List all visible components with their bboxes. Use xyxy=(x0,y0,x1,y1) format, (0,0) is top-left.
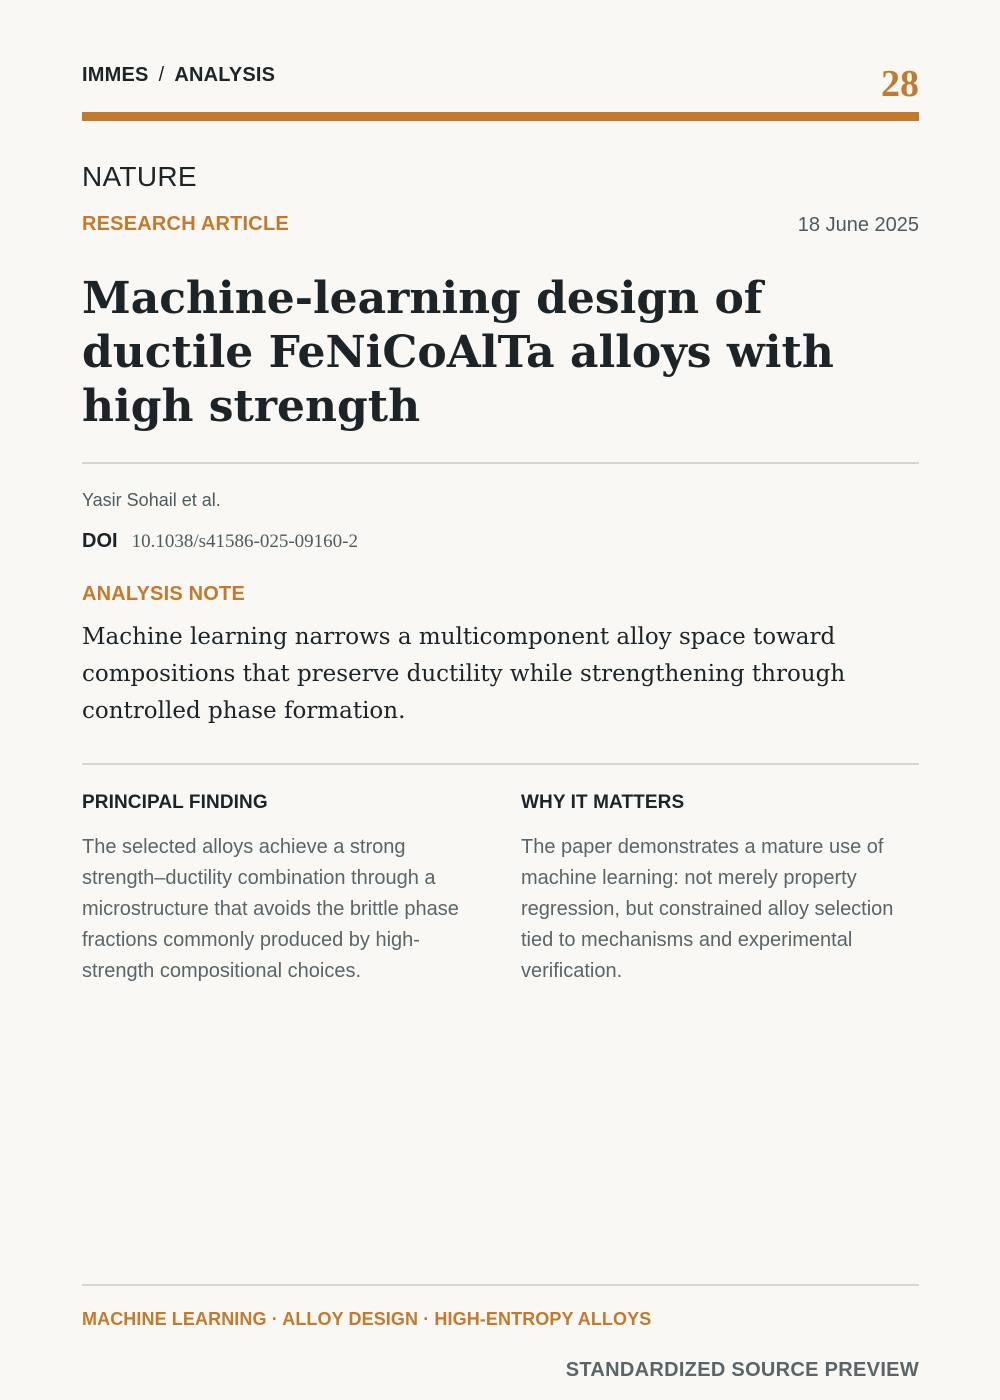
article-type: RESEARCH ARTICLE xyxy=(82,213,289,235)
doi-row xyxy=(82,530,358,553)
doi-label: DOI xyxy=(82,530,118,552)
article-title: Machine-learning design of ductile FeNiCoAlTa alloys with high strength xyxy=(82,273,834,432)
divider xyxy=(82,763,919,765)
breadcrumb-separator: / xyxy=(158,64,165,86)
document-page xyxy=(82,0,919,1400)
publication-date: 18 June 2025 xyxy=(797,214,919,236)
principal-finding-text: The selected alloys achieve a strong strength–ductility combination through a microstructure that avoids the brittle phase fractions commonly produced by high-strength compositional choices. xyxy=(82,836,459,982)
topic-tags: MACHINE LEARNING · ALLOY DESIGN · HIGH-ENTROPY ALLOYS xyxy=(82,1309,652,1329)
why-it-matters-text: The paper demonstrates a mature use of machine learning: not merely property regression, but constrained alloy selection tied to mechanisms and experimental verification. xyxy=(521,836,894,982)
accent-rule xyxy=(82,112,919,121)
doi-value: 10.1038/s41586-025-09160-2 xyxy=(131,531,358,552)
why-it-matters-heading: WHY IT MATTERS xyxy=(521,792,685,813)
footer-label: STANDARDIZED SOURCE PREVIEW xyxy=(565,1359,919,1381)
breadcrumb-section: IMMES xyxy=(82,64,149,86)
page-header xyxy=(82,64,919,104)
breadcrumb xyxy=(82,64,275,87)
principal-finding-section xyxy=(82,792,482,987)
page-number: 28 xyxy=(881,63,919,105)
analysis-note-heading: ANALYSIS NOTE xyxy=(82,583,246,605)
divider xyxy=(82,1284,919,1286)
breadcrumb-page: ANALYSIS xyxy=(174,64,276,86)
analysis-note-text: Machine learning narrows a multicomponent alloy space toward compositions that preserve ductility while strengthening through controlled phase formation. xyxy=(82,624,846,724)
why-it-matters-section xyxy=(521,792,921,987)
principal-finding-heading: PRINCIPAL FINDING xyxy=(82,792,268,813)
divider xyxy=(82,462,919,464)
journal-name: NATURE xyxy=(82,161,197,192)
authors: Yasir Sohail et al. xyxy=(82,490,221,510)
